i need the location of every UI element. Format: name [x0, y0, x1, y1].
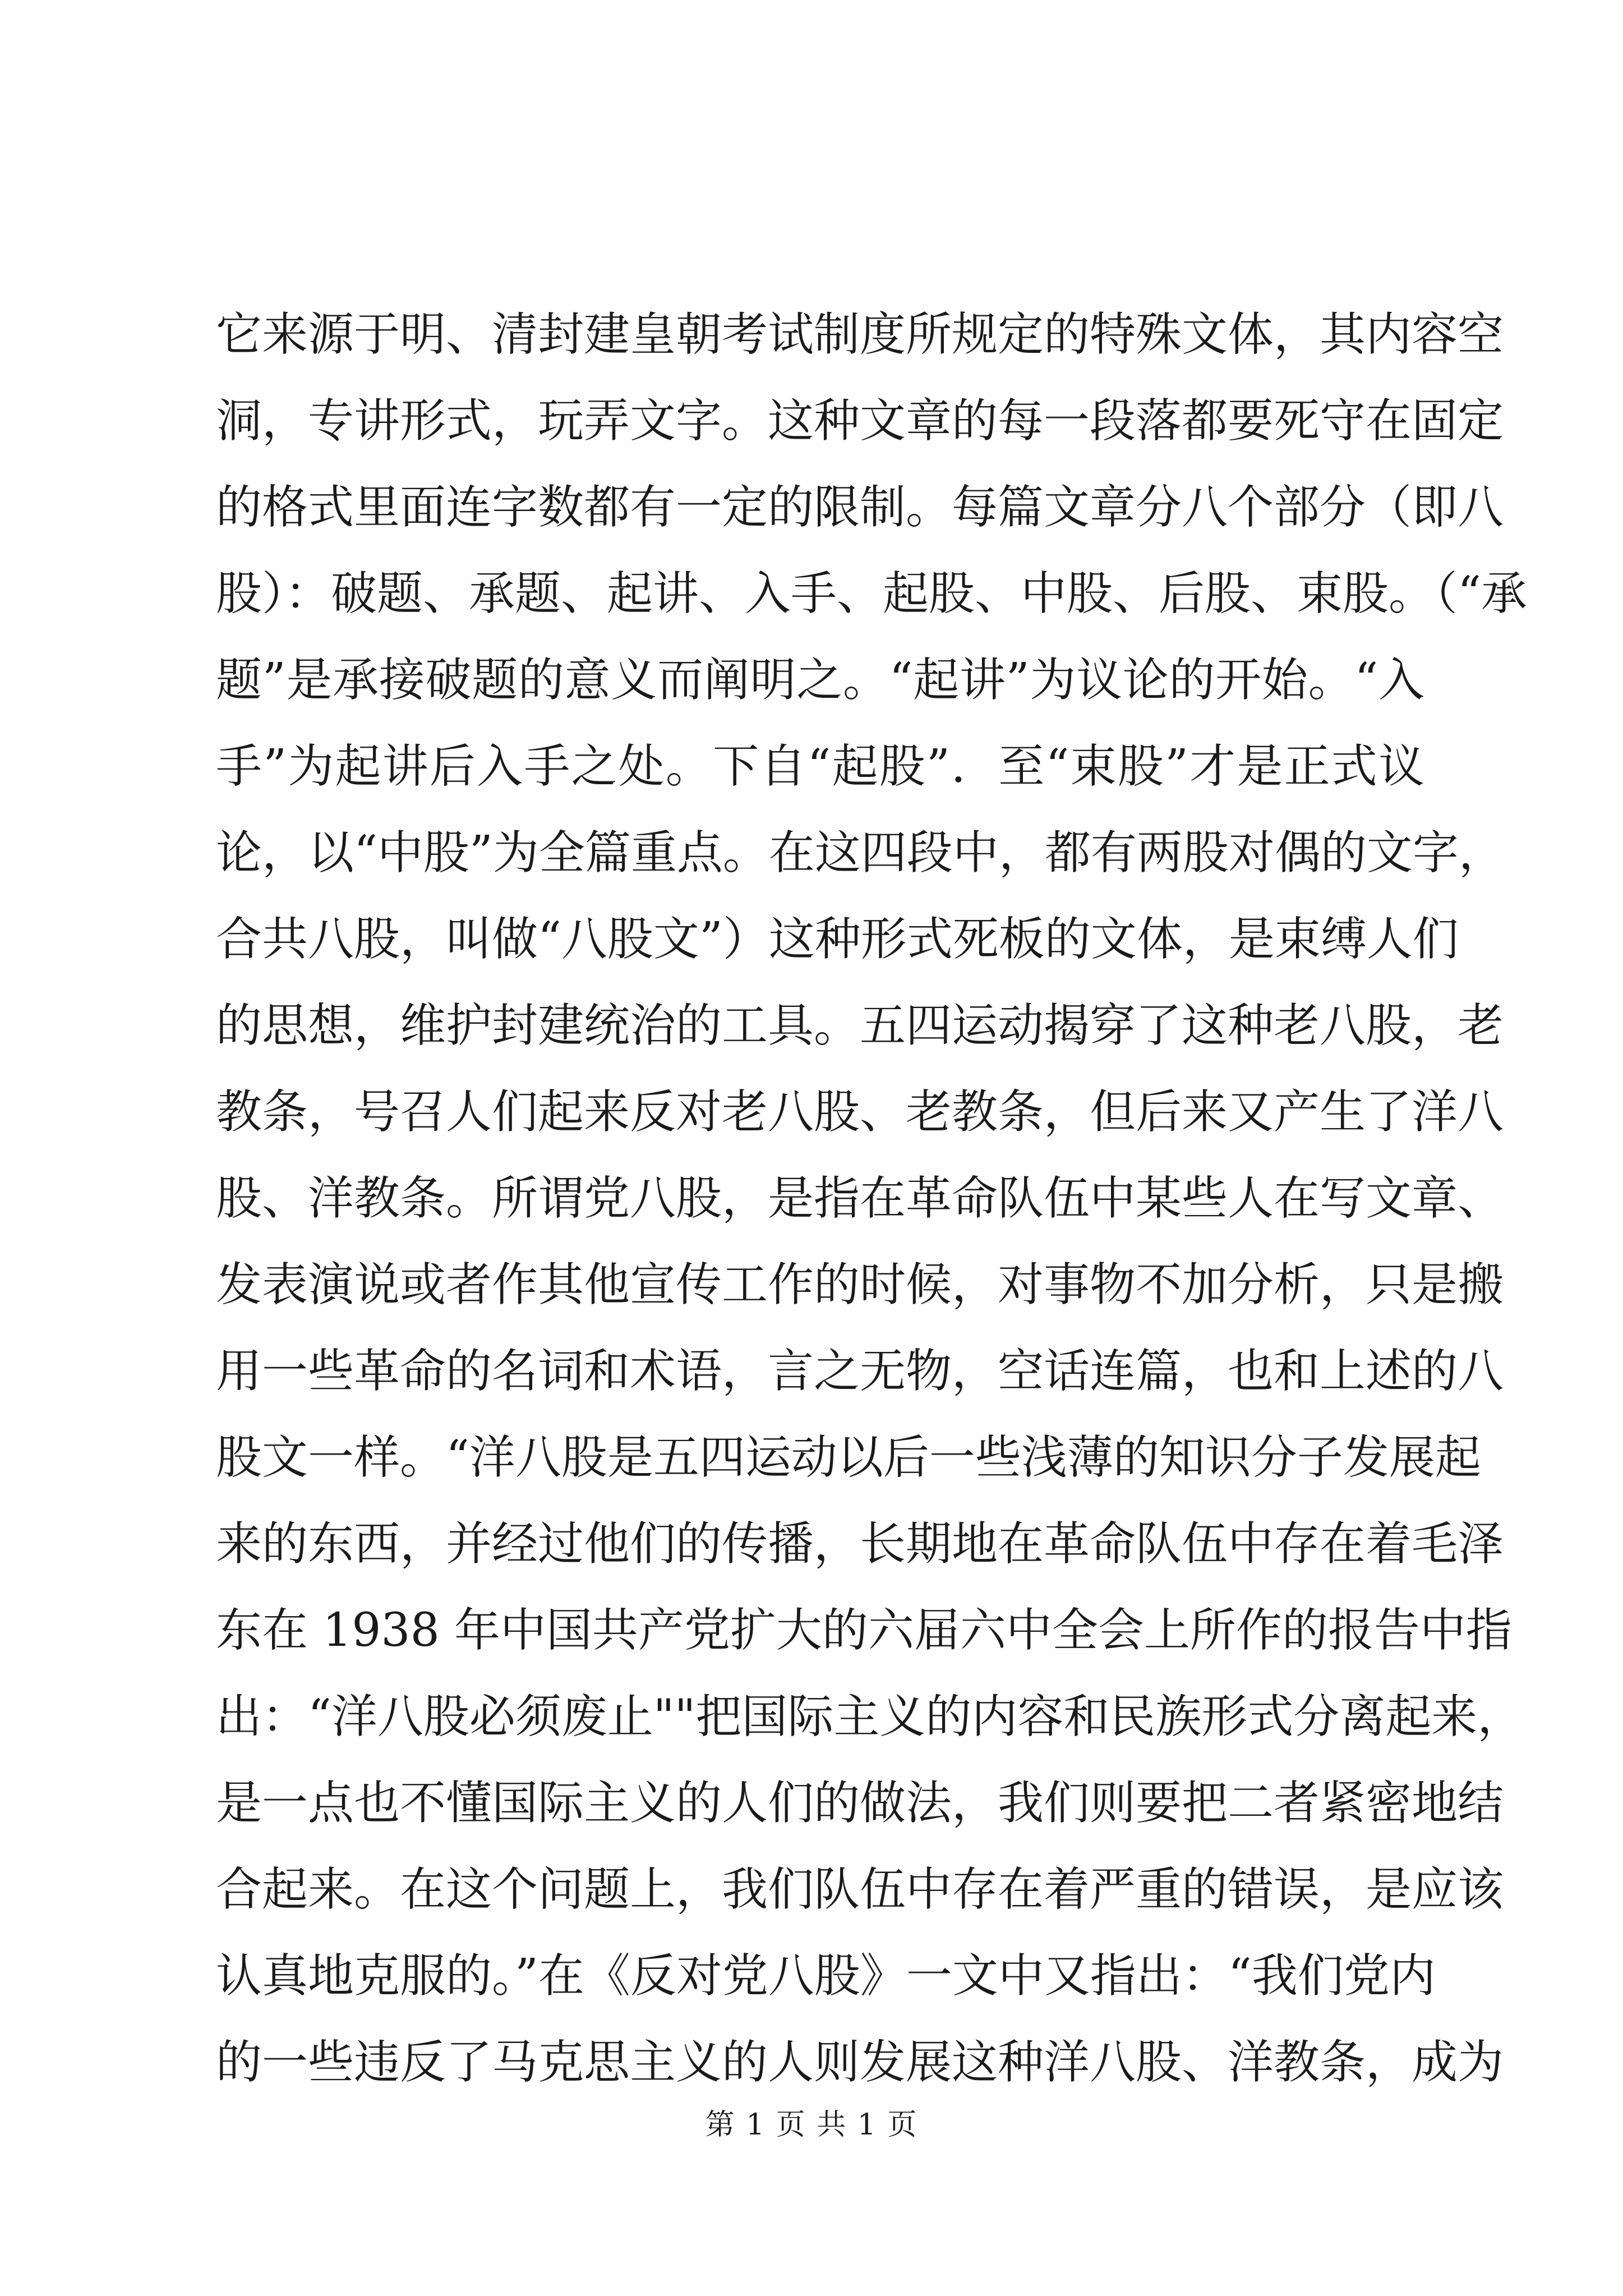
text-line: 它来源于明、清封建皇朝考试制度所规定的特殊文体，其内容空 — [216, 308, 1504, 361]
text-line: 股文一样。“洋八股是五四运动以后一些浅薄的知识分子发展起 — [216, 1431, 1481, 1484]
text-line: 来的东西，并经过他们的传播，长期地在革命队伍中存在着毛泽 — [216, 1517, 1504, 1571]
text-line: 股、洋教条。所谓党八股，是指在革命队伍中某些人在写文章、 — [216, 1172, 1504, 1225]
text-line: 是一点也不懂国际主义的人们的做法，我们则要把二者紧密地结 — [216, 1777, 1504, 1830]
text-line: 题”是承接破题的意义而阐明之。“起讲”为议论的开始。“入 — [216, 654, 1424, 707]
text-line: 合起来。在这个问题上，我们队伍中存在着严重的错误，是应该 — [216, 1863, 1504, 1916]
text-line: 的一些违反了马克思主义的人则发展这种洋八股、洋教条，成为 — [216, 2036, 1504, 2089]
text-line: 论，以“中股”为全篇重点。在这四段中，都有两股对偶的文字， — [216, 826, 1505, 880]
body-text — [216, 292, 1527, 2106]
text-line: 合共八股，叫做“八股文”）这种形式死板的文体，是束缚人们 — [216, 913, 1459, 966]
text-line: 股）：破题、承题、起讲、入手、起股、中股、后股、束股。（“承 — [216, 567, 1527, 620]
text-line: 的格式里面连字数都有一定的限制。每篇文章分八个部分（即八 — [216, 481, 1504, 534]
text-line: 手”为起讲后入手之处。下自“起股”．至“束股”才是正式议 — [216, 740, 1424, 793]
text-line: 发表演说或者作其他宣传工作的时候，对事物不加分析，只是搬 — [216, 1258, 1504, 1312]
text-line: 洞，专讲形式，玩弄文字。这种文章的每一段落都要死守在固定 — [216, 394, 1504, 448]
text-line: 认真地克服的。”在《反对党八股》一文中又指出：“我们党内 — [216, 1949, 1436, 2003]
text-line: 的思想，维护封建统治的工具。五四运动揭穿了这种老八股，老 — [216, 999, 1504, 1052]
text-line: 东在 1938 年中国共产党扩大的六届六中全会上所作的报告中指 — [216, 1604, 1512, 1657]
text-line: 用一些革命的名词和术语，言之无物，空话连篇，也和上述的八 — [216, 1345, 1504, 1398]
text-line: 出：“洋八股必须废止""把国际主义的内容和民族形式分离起来， — [216, 1690, 1524, 1743]
text-line: 教条，号召人们起来反对老八股、老教条，但后来又产生了洋八 — [216, 1085, 1504, 1139]
page-footer: 第 1 页 共 1 页 — [705, 2108, 918, 2142]
